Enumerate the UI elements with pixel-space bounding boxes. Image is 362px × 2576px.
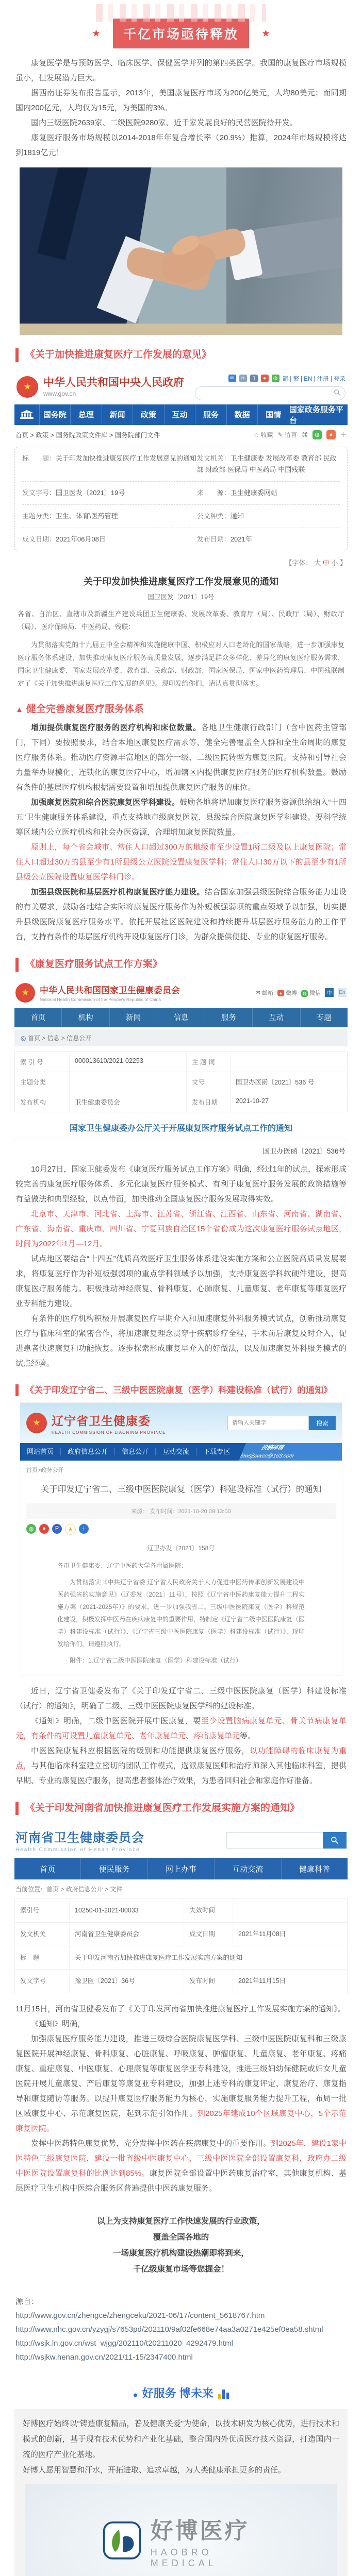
liaoning-search-input[interactable]: [227, 1416, 309, 1430]
meta-value: 豫卫医〔2021〕36号: [69, 1970, 184, 1993]
star-icon: ★: [91, 28, 101, 39]
haobro-logo-icon: [103, 2517, 141, 2564]
henan-search-input[interactable]: [226, 1832, 323, 1849]
paragraph-text: 发挥中医药特色康复优势，充分发挥中医药在疾病康复中的重要作用。: [31, 2139, 271, 2148]
section-title-opinion: 《关于加快推进康复医疗工作发展的意见》: [15, 348, 347, 362]
nhc-nav-item[interactable]: 互动: [252, 1008, 300, 1027]
triangle-icon: ▲: [15, 705, 23, 715]
nhc-document-title: 国家卫生健康委办公厅关于开展康复医疗服务试点工作的通知: [69, 1124, 292, 1133]
policy-body-section: [0, 720, 362, 944]
meta-label: 标 题：: [22, 454, 56, 462]
paragraph-text: 鼓励各地将增加康复医疗服务资源供给纳入“十四五”卫生健康服务体系建设，重点支持地市级康复医院、县级综合医院康复医学科建设。要科学统筹区域内公立医疗机构和社会办医资源，合理增加康复医院数量。: [15, 798, 347, 837]
liaoning-document-number: 辽卫办发〔2021〕158号: [147, 1544, 215, 1552]
meta-label: 发文字号: [20, 1977, 46, 1985]
mailbox-address[interactable]: lnwsjswxcc@163.com: [239, 1453, 295, 1460]
govcn-site-name: 中华人民共和国中央人民政府: [43, 376, 184, 388]
meta-value: 卫生健康委网站: [230, 488, 277, 497]
paragraph-text: 近日，辽宁省卫健委发布了《关于印发辽宁省二、三级中医医院康复（医学）科建设标准（试行）的通知》，明确了二级、三级中医医院康复医学科的建设标准。: [15, 1686, 347, 1710]
paragraph-lead: 增加提供康复医疗服务的医疗机构和床位数量。: [31, 723, 201, 733]
henan-site-name: 河南省卫生健康委员会: [15, 1831, 144, 1845]
highlight-paragraph: 原则上，每个省会城市、常住人口超过300万的地级市至少设置1所二级及以上康复医院；常住人口超过30万的县至少有1所县级公立医院设置康复医学科；常住人口30万以下的县至少有1所县级公立医院设置康复医学科门诊。: [15, 843, 347, 882]
meta-label: 发文字号：: [22, 488, 56, 497]
section-title-liaoning: 《关于印发辽宁省二、三级中医医院康复（医学）科建设标准（试行）的通知》: [15, 1384, 347, 1397]
closing-line: 千亿级康复市场等您掘金！: [133, 2265, 229, 2274]
intro-paragraph: 康复医学是与预防医学、临床医学、保健医学并列的第四类医学。我国的康复医疗市场规模虽小，但发展潜力巨大。: [15, 59, 347, 82]
meta-label: 标 题: [20, 1954, 40, 1961]
bar-chart-icon: [218, 2389, 229, 2401]
meta-label: 发文机关：: [196, 454, 231, 462]
liaoning-site-name-en: HEALTH COMMISSION OF LIAONING PROVINCE: [52, 1430, 166, 1435]
meta-label: 成文日期: [184, 1923, 233, 1946]
meta-label: 来 源：: [196, 488, 231, 497]
nhc-site-name: 中华人民共和国国家卫生健康委员会: [40, 986, 180, 996]
meta-value: 关于印发加快推进康复医疗工作发展意见的通知: [56, 454, 197, 462]
paragraph-text: 中医医院康复科应根据医院的级别和功能提供康复医疗服务，: [31, 1746, 250, 1755]
meta-value: 卫生健康委员会: [69, 1092, 186, 1112]
govcn-screenshot: [14, 368, 348, 690]
henan-nav-item[interactable]: 健康科普: [281, 1858, 348, 1879]
meta-label: 主题分类: [20, 1078, 46, 1086]
meta-value: [233, 1899, 347, 1922]
share-icon[interactable]: ⌘: [301, 431, 308, 438]
paragraph-text: 各地卫生健康行政部门（含中医药主管部门，下同）要按照要求，结合本地区康复医疗需求等，健全完善覆盖全人群和全生命周期的康复医疗服务体系。推动医疗资源丰富地区的部分一级、二级医院转型为康复医院。支持和引导社会力量举办规模化、连锁化的康复医疗中心，增加辖区内提供康复医疗服务的医疗机构数量。鼓励有条件的基层医疗机构根据需要设置和增加提供康复医疗服务的床位。: [15, 723, 347, 792]
gov-document-paragraph: 为贯彻落实党的十九届五中全会精神和实施健康中国、积极应对人口老龄化的国家战略，进一步加强康复医疗服务体系建设，加快推动康复医疗服务高质量发展，逐步满足群众多样化、差异化的康复医疗服务需求，国家卫生健康委、国家发展改革委、教育部、民政部、财政部、国家医保局、国家中医药管理局、中国残联制定了《关于加快推进康复医疗工作发展的意见》。现印发给你们，请认真贯彻落实。: [18, 641, 344, 688]
pilot-body-section: [0, 1162, 362, 1371]
govcn-breadcrumb[interactable]: 首页 > 政策 > 国务院政策文件库 > 国务院部门文件: [15, 431, 160, 439]
font-large-button[interactable]: 大: [314, 559, 321, 567]
document-addressee: 各市卫生健康委、辽宁中医药大学各附属医院：: [57, 1562, 188, 1569]
meta-value: 10250-01-2021-00033: [69, 1899, 184, 1922]
meta-value: [69, 1072, 186, 1092]
meta-value: 2021年11月15日: [233, 1970, 347, 1993]
liaoning-nav-item[interactable]: 政府信息公开: [61, 1448, 115, 1455]
brand-logo-cn: 好博医疗: [150, 2518, 250, 2544]
highlight-text: 到2025年建成10个区域康复中心，5个示范康复医院。: [15, 2109, 347, 2133]
meta-label: 主 题 词: [186, 1052, 230, 1072]
highlight-text: 到2025年，建设1家中医特色三级康复医院，建设一批省级中医康复中心，三级中医医院全部设置康复科，政府办二级中医医院设置康复科的比例达到85%。: [15, 2139, 347, 2178]
comment-icon[interactable]: ✎ 留言: [277, 431, 297, 439]
gov-document-number: 国卫医发〔2021〕19号: [147, 594, 215, 601]
henan-screenshot: [14, 1821, 348, 1993]
meta-label: 索 引 号: [20, 1058, 43, 1066]
meta-label: 发布日期：: [196, 535, 231, 543]
lang-cn-button[interactable]: 中: [325, 988, 334, 997]
meta-value: 河南省卫生健康委员会: [69, 1923, 184, 1946]
intro-paragraph: 康复医疗服务市场规模以2014-2018年年复合增长率（20.9%）推算，2024年市场规模将达到1819亿元！: [15, 133, 347, 157]
wechat-icon[interactable]: ◍ 微信: [301, 989, 321, 997]
nhc-meta-table: [14, 1052, 348, 1112]
nhc-nav-item[interactable]: 新闻: [109, 1008, 157, 1027]
provincial-emblem-icon: ★: [26, 1413, 47, 1433]
govcn-search-input[interactable]: [195, 386, 345, 400]
govcn-nav-item[interactable]: 新闻: [102, 404, 133, 425]
meta-label: 文号: [186, 1072, 230, 1092]
paragraph-text: 《通知》明确，二级中医医院开展中医康复，要: [31, 1716, 201, 1725]
meta-value: 2021年: [230, 535, 252, 543]
hero-banner: [0, 0, 362, 48]
meta-label: 公文种类：: [196, 512, 231, 520]
section-title-pilot-plan: 《康复医疗服务试点工作方案》: [15, 958, 347, 972]
paragraph-text: 试点地区要结合“十四五”优质高效医疗卫生服务体系建设实施方案和公立医院高质量发展要求，将康复医疗作为补短板强弱项的重点学科领域予以加强，支持康复医学科软硬件建设，提高康复医疗服务能力。积极推动神经康复、骨科康复、心肺康复、儿童康复、老年康复等康复医疗亚专科能力建设。: [15, 1254, 347, 1308]
henan-nav: [14, 1858, 348, 1879]
intro-paragraph: 据西南证券发布报告显示，2013年，美国康复医疗市场为200亿美元，人均80美元；而同期国内200亿元，人均仅为15元，为美国的3%。: [15, 89, 347, 112]
document-paragraph: 为贯彻落实《中共辽宁省委 辽宁省人民政府关于大力促进中医药传承创新发展建设中医药强省的实施意见》（辽委发〔2021〕11号），按照《辽宁省中医药康复能力提升工程实施方案（2021-2025年）》的要求，进一步加强我省二、三级中医医院康复（医学）科规范化建设，积极发挥中医药在疾病康复中的重要作用，特制定《辽宁省二级中医医院康复（医学）科建设标准（试行）》、《辽宁省三级中医医院康复（医学）科建设标准（试行）》，现印发给你们，请遵照执行。: [57, 1578, 305, 1648]
subsection-heading: ▲ 健全完善康复医疗服务体系: [15, 704, 144, 715]
favorite-star-icon[interactable]: ★: [65, 1524, 76, 1535]
location-pin-icon: ◎: [21, 1034, 26, 1042]
national-emblem-icon: ★: [17, 376, 38, 398]
meta-value: 关于印发河南省加快推进康复医疗工作发展实施方案的通知: [69, 1946, 347, 1970]
liaoning-nav-item[interactable]: 下载专区: [203, 1448, 231, 1456]
weibo-share-icon[interactable]: ●: [326, 430, 336, 439]
mailbox-label: 投稿邮箱: [260, 1445, 285, 1451]
meta-label: 发布机构: [20, 1098, 46, 1106]
handshake-photo: [20, 167, 342, 335]
henan-body-section: [0, 2002, 362, 2196]
henan-site-name-en: Health Commission of Henan Province: [15, 1847, 140, 1853]
photo-shape: [20, 324, 342, 335]
paragraph-text: 11月15日，河南省卫健委发布了《关于印发河南省加快推进康复医疗工作发展实施方案的通知》。: [15, 2005, 345, 2014]
wechat-icon[interactable]: ◍: [272, 375, 279, 382]
meta-label: 成文日期：: [22, 535, 56, 543]
hero-title: 千亿市场亟待释放: [113, 19, 249, 48]
paragraph-text: 有条件的医疗机构积极开展康复医疗早期介入和加速康复外科服务模式试点，创新推动康复医疗与临床科室的紧密合作，将加速康复理念贯穿于疾病诊疗全程，手术前后康复及时介入，促进患者快速康复和功能恢复。逐步探索形成康复早介入的好做法，以及加速康复外科服务模式的试点经验。: [15, 1314, 347, 1368]
govcn-nav-item[interactable]: 国家政务服务平台: [289, 404, 348, 425]
highlight-text: 以功能障碍的临床康复为重点，: [15, 1746, 347, 1770]
nhc-document-number: 国卫办医函〔2021〕536号: [262, 1147, 345, 1155]
henan-breadcrumb[interactable]: 当前位置：首页 > 政府信息公开 > 文件: [15, 1886, 123, 1893]
nhc-nav-item[interactable]: 机构: [61, 1008, 109, 1027]
henan-nav-item[interactable]: 首页: [40, 1865, 56, 1874]
govcn-nav-item[interactable]: 国务院: [39, 404, 71, 425]
closing-line: 以上为支持康复医疗工作快速发展的行业政策，: [97, 2217, 265, 2226]
font-medium-button[interactable]: 中: [322, 559, 330, 567]
paragraph-lead: 加强康复医院和综合医院康复医学科建设。: [31, 798, 180, 807]
favorite-icon[interactable]: ☆ 收藏: [253, 431, 273, 439]
govcn-nav-item[interactable]: 服务: [195, 404, 226, 425]
meta-label: 主题分类：: [22, 512, 56, 520]
wechat-share-icon[interactable]: ◍: [312, 430, 322, 439]
govcn-meta-table: [14, 447, 348, 551]
meta-value: [230, 1052, 347, 1072]
star-icon: ★: [261, 28, 271, 39]
henan-nav-item[interactable]: 网上办事: [147, 1858, 214, 1879]
font-small-button[interactable]: 小: [331, 559, 338, 567]
meta-label: 失效时间: [184, 1899, 233, 1922]
search-icon: [331, 1836, 339, 1844]
meta-label: 发布日期: [186, 1092, 230, 1112]
nhc-site-name-en: National Health Commission of the People's Republic of China: [40, 997, 161, 1003]
closing-line: 覆盖全国各地的: [153, 2233, 209, 2242]
pyq-share-icon[interactable]: P: [52, 1524, 62, 1534]
source-url[interactable]: http://wsjk.ln.gov.cn/wst_wjgg/202110/t20211020_4292479.html: [15, 2339, 233, 2348]
govcn-nav-item[interactable]: 政策: [133, 404, 164, 425]
govcn-nav-item[interactable]: 互动: [164, 404, 195, 425]
govcn-lang-links[interactable]: 简 | 繁 | EN | 注册 | 登录: [282, 376, 345, 382]
liaoning-nav-item[interactable]: 互动交流: [156, 1448, 196, 1455]
paragraph-text: 《通知》明确，: [31, 2020, 86, 2029]
meta-value: 2021-10-27: [230, 1092, 347, 1112]
intro-section: [0, 56, 362, 160]
meta-value: 卫生、体育\医药管理: [56, 512, 118, 520]
meta-value: 000013610/2021-02253: [69, 1052, 186, 1072]
nhc-nav: [14, 1008, 348, 1027]
brand-logo-image: [25, 2484, 337, 2576]
lang-en-button[interactable]: En: [338, 988, 347, 997]
search-icon[interactable]: [334, 389, 341, 399]
paragraph-text: 加强康复医疗服务能力建设，推进三级综合医院康复医学科、三级中医医院康复科和三级康复医院开展神经康复、骨科康复、心脏康复、呼吸康复、肿瘤康复、儿童康复、老年康复、疼痛康复、重症康复、中医康复、心理康复等康复医学亚专科建设，推进三级妇幼保健院或妇女儿童医院开展儿童康复、产后康复等康复亚专科建设，加强上述专科的康复评定、康复治疗、康复指导和康复随访等服务。以提升康复医疗服务能力为核心，实施康复服务能力提升工程，布局一批区域康复中心、示范康复医院，起到示范引领作用。: [15, 2035, 347, 2119]
nhc-nav-item[interactable]: 服务: [205, 1008, 252, 1027]
mail-icon[interactable]: ✉: [228, 375, 236, 382]
wechat-share-icon[interactable]: ◍: [26, 1524, 36, 1534]
govcn-nav-item[interactable]: 数据: [226, 404, 258, 425]
gov-document-paragraph: 各省、自治区、直辖市及新疆生产建设兵团卫生健康委、发展改革委、教育厅（局）、民政厅（局）、财政厅（局）、医疗保障局、中医药局、残联：: [18, 610, 344, 631]
mobile-icon[interactable]: ▯: [250, 375, 258, 382]
henan-nav-item[interactable]: 便民服务: [80, 1858, 147, 1879]
bullet-icon: •: [133, 2388, 138, 2403]
paragraph-text: 康复医院全部设置中医药康复治疗室，其他康复机构、基层医疗卫生机构中医综合服务区普遍提供中医药康复服务。: [15, 2169, 347, 2193]
weibo-icon[interactable]: ●: [261, 375, 269, 382]
govcn-nav-item[interactable]: 总理: [70, 404, 102, 425]
govcn-nav-item[interactable]: 国情: [257, 404, 289, 425]
weibo-icon[interactable]: ● 微博: [277, 989, 297, 997]
liaoning-site-name: 辽宁省卫生健康委: [52, 1414, 151, 1428]
meta-value: 通知: [230, 512, 244, 520]
highlight-text: 至少设置脑病康复单元、骨关节病康复单元，有条件的可设置儿童康复单元、老年康复单元、疼痛康复单元: [15, 1716, 347, 1740]
liaoning-document-meta: 来源： 发布时间：2021-10-20 09:13:00: [26, 1503, 336, 1519]
brand-intro-box: [14, 2409, 348, 2576]
source-url[interactable]: http://www.gov.cn/zhengce/zhengceku/2021-06/17/content_5618767.htm: [15, 2311, 265, 2320]
meta-label: 索引号: [20, 1907, 40, 1914]
paragraph-text: 与其他临床科室建立密切的团队工作模式，选派康复医师和治疗师深入其他临床科室，提供早期、专业的康复医疗服务，提高患者整体治疗效果，为患者回归社会和家庭作好准备。: [15, 1761, 347, 1785]
national-emblem-icon: ★: [15, 983, 35, 1003]
source-label: 源自：: [15, 2297, 39, 2307]
brand-slogan-text: 好服务 博未来: [142, 2387, 213, 2400]
source-url[interactable]: http://wsjkw.henan.gov.cn/2021/11-15/2347400.html: [15, 2353, 193, 2362]
paragraph-lead: 加强县级医院和基层医疗机构康复医疗能力建设。: [31, 888, 205, 897]
weibo-share-icon[interactable]: ●: [39, 1524, 49, 1534]
hero-pattern-decoration: [96, 4, 266, 22]
brand-slogan: [0, 2385, 362, 2401]
meta-value: 卫生健康委 发展改革委 教育部 民政部 财政部 医保局 中医药局 中国残联: [196, 454, 337, 473]
closing-line: 一场康复医疗机构建设热潮即将到来，: [113, 2249, 249, 2258]
liaoning-nav: [20, 1443, 342, 1461]
nhc-breadcrumb[interactable]: ◎ 首页 > 信息 > 信息公开: [14, 1029, 348, 1046]
brand-intro-paragraph: 好博医疗始终以“铸造康复精品，普及健康关爱”为使命，以技术研发为核心优势，进行技术和模式的创新，基于现有技术优势和产业化基础，整合国内外优质医疗技术资源，打造国内一流的医疗产业化基地。: [23, 2419, 339, 2460]
font-size-widget: 【字体： 大 中 小 】: [285, 559, 347, 567]
govcn-nav: [14, 404, 348, 425]
meta-value: 国卫医发〔2021〕19号: [56, 488, 125, 497]
nhc-nav-item[interactable]: 信息: [157, 1008, 204, 1027]
liaoning-nav-item[interactable]: 信息公开: [115, 1448, 156, 1455]
paragraph-text: 10月27日，国家卫健委发布《康复医疗服务试点工作方案》明确，经过1年的试点，探索形成较完善的康复医疗服务体系、多元化康复医疗服务模式、有利于康复医疗服务发展的政策措施等有益做法和典型经验，以点带面，加快推动全国康复医疗服务发展取得实效。: [15, 1164, 347, 1204]
highlight-paragraph: 北京市、天津市、河北省、上海市、江苏省、浙江省、江西省、山东省、河南省、湖南省、广东省、海南省、重庆市、四川省、宁夏回族自治区15个省份成为这次康复医疗服务试点地区，时间为2022年1月—12月。: [15, 1209, 347, 1248]
liaoning-nav-item[interactable]: 网站首页: [20, 1448, 61, 1455]
liaoning-body-section: [0, 1684, 362, 1788]
liaoning-breadcrumb[interactable]: 首页>政务公开: [26, 1467, 64, 1474]
closing-statement: [15, 2213, 347, 2277]
mailbox-banner: [239, 1443, 342, 1461]
govcn-site-url[interactable]: www.gov.cn: [43, 389, 76, 397]
more-share-icon[interactable]: ＋: [79, 1524, 89, 1534]
henan-search-button[interactable]: [323, 1832, 347, 1849]
more-share-icon[interactable]: ＋: [340, 431, 347, 439]
liaoning-document-title: 关于印发辽宁省二、三级中医医院康复（医学）科建设标准（试行）的通知: [40, 1485, 322, 1495]
nhc-screenshot: [14, 978, 348, 1156]
henan-nav-item[interactable]: 互动交流: [214, 1858, 281, 1879]
source-url[interactable]: http://www.nhc.gov.cn/yzygj/s7653pd/202110/9af02fe668e74aa3a0271e425ef0ea58.shtml: [15, 2325, 323, 2334]
nhc-nav-item[interactable]: 首页: [30, 1014, 46, 1023]
liaoning-document-body: [57, 1542, 305, 1667]
liaoning-screenshot: [20, 1402, 342, 1675]
liaoning-search-button[interactable]: 搜索: [309, 1416, 336, 1430]
govcn-home-icon[interactable]: [14, 404, 39, 425]
meta-label: 发布时间: [184, 1970, 233, 1993]
nhc-nav-item[interactable]: 专题: [300, 1008, 348, 1027]
meta-value: 2021年06月08日: [56, 535, 106, 543]
section-title-henan: 《关于印发河南省加快推进康复医疗工作发展实施方案的通知》: [15, 1802, 347, 1816]
meta-label: 发文机关: [20, 1930, 46, 1938]
meta-value: 国卫办医函〔2021〕536 号: [230, 1072, 347, 1092]
henan-meta-table: [14, 1899, 348, 1993]
source-links: [15, 2295, 347, 2364]
gov-document-title: 关于印发加快推进康复医疗工作发展意见的通知: [84, 577, 278, 587]
meta-value: 2021年11月08日: [233, 1923, 347, 1946]
intro-paragraph: 国内三级医院2639家、二级医院9280家、近千家发展良好的民营医院待开发。: [31, 118, 298, 127]
brand-logo-en: HAOBRO MEDICAL: [150, 2547, 217, 2569]
document-attachment: 附件：1.辽宁省二级中医医院康复（医学）科建设标准（试行）: [70, 1656, 242, 1664]
mail-icon[interactable]: ✉ 邮箱: [255, 990, 273, 996]
paragraph-text: 结合国家加强县级医院综合服务能力建设的有关要求，鼓励各地结合实际将康复医疗服务作为补短板强弱项的重点领域予以加强，切实提升县级医院康复医疗服务水平。依托开展社区医院建设和持续提升基层医疗服务能力的工作平台，支持有条件的基层医疗机构开设康复医疗门诊，为群众提供便捷、专业的康复医疗服务。: [15, 888, 347, 942]
rss-icon[interactable]: ≋: [239, 375, 247, 382]
paragraph-text: 等。: [240, 1731, 256, 1740]
brand-intro-paragraph: 好博人愿用智慧和汗水，开拓进取、追求卓越，为人类健康承担更多的责任。: [23, 2466, 286, 2475]
